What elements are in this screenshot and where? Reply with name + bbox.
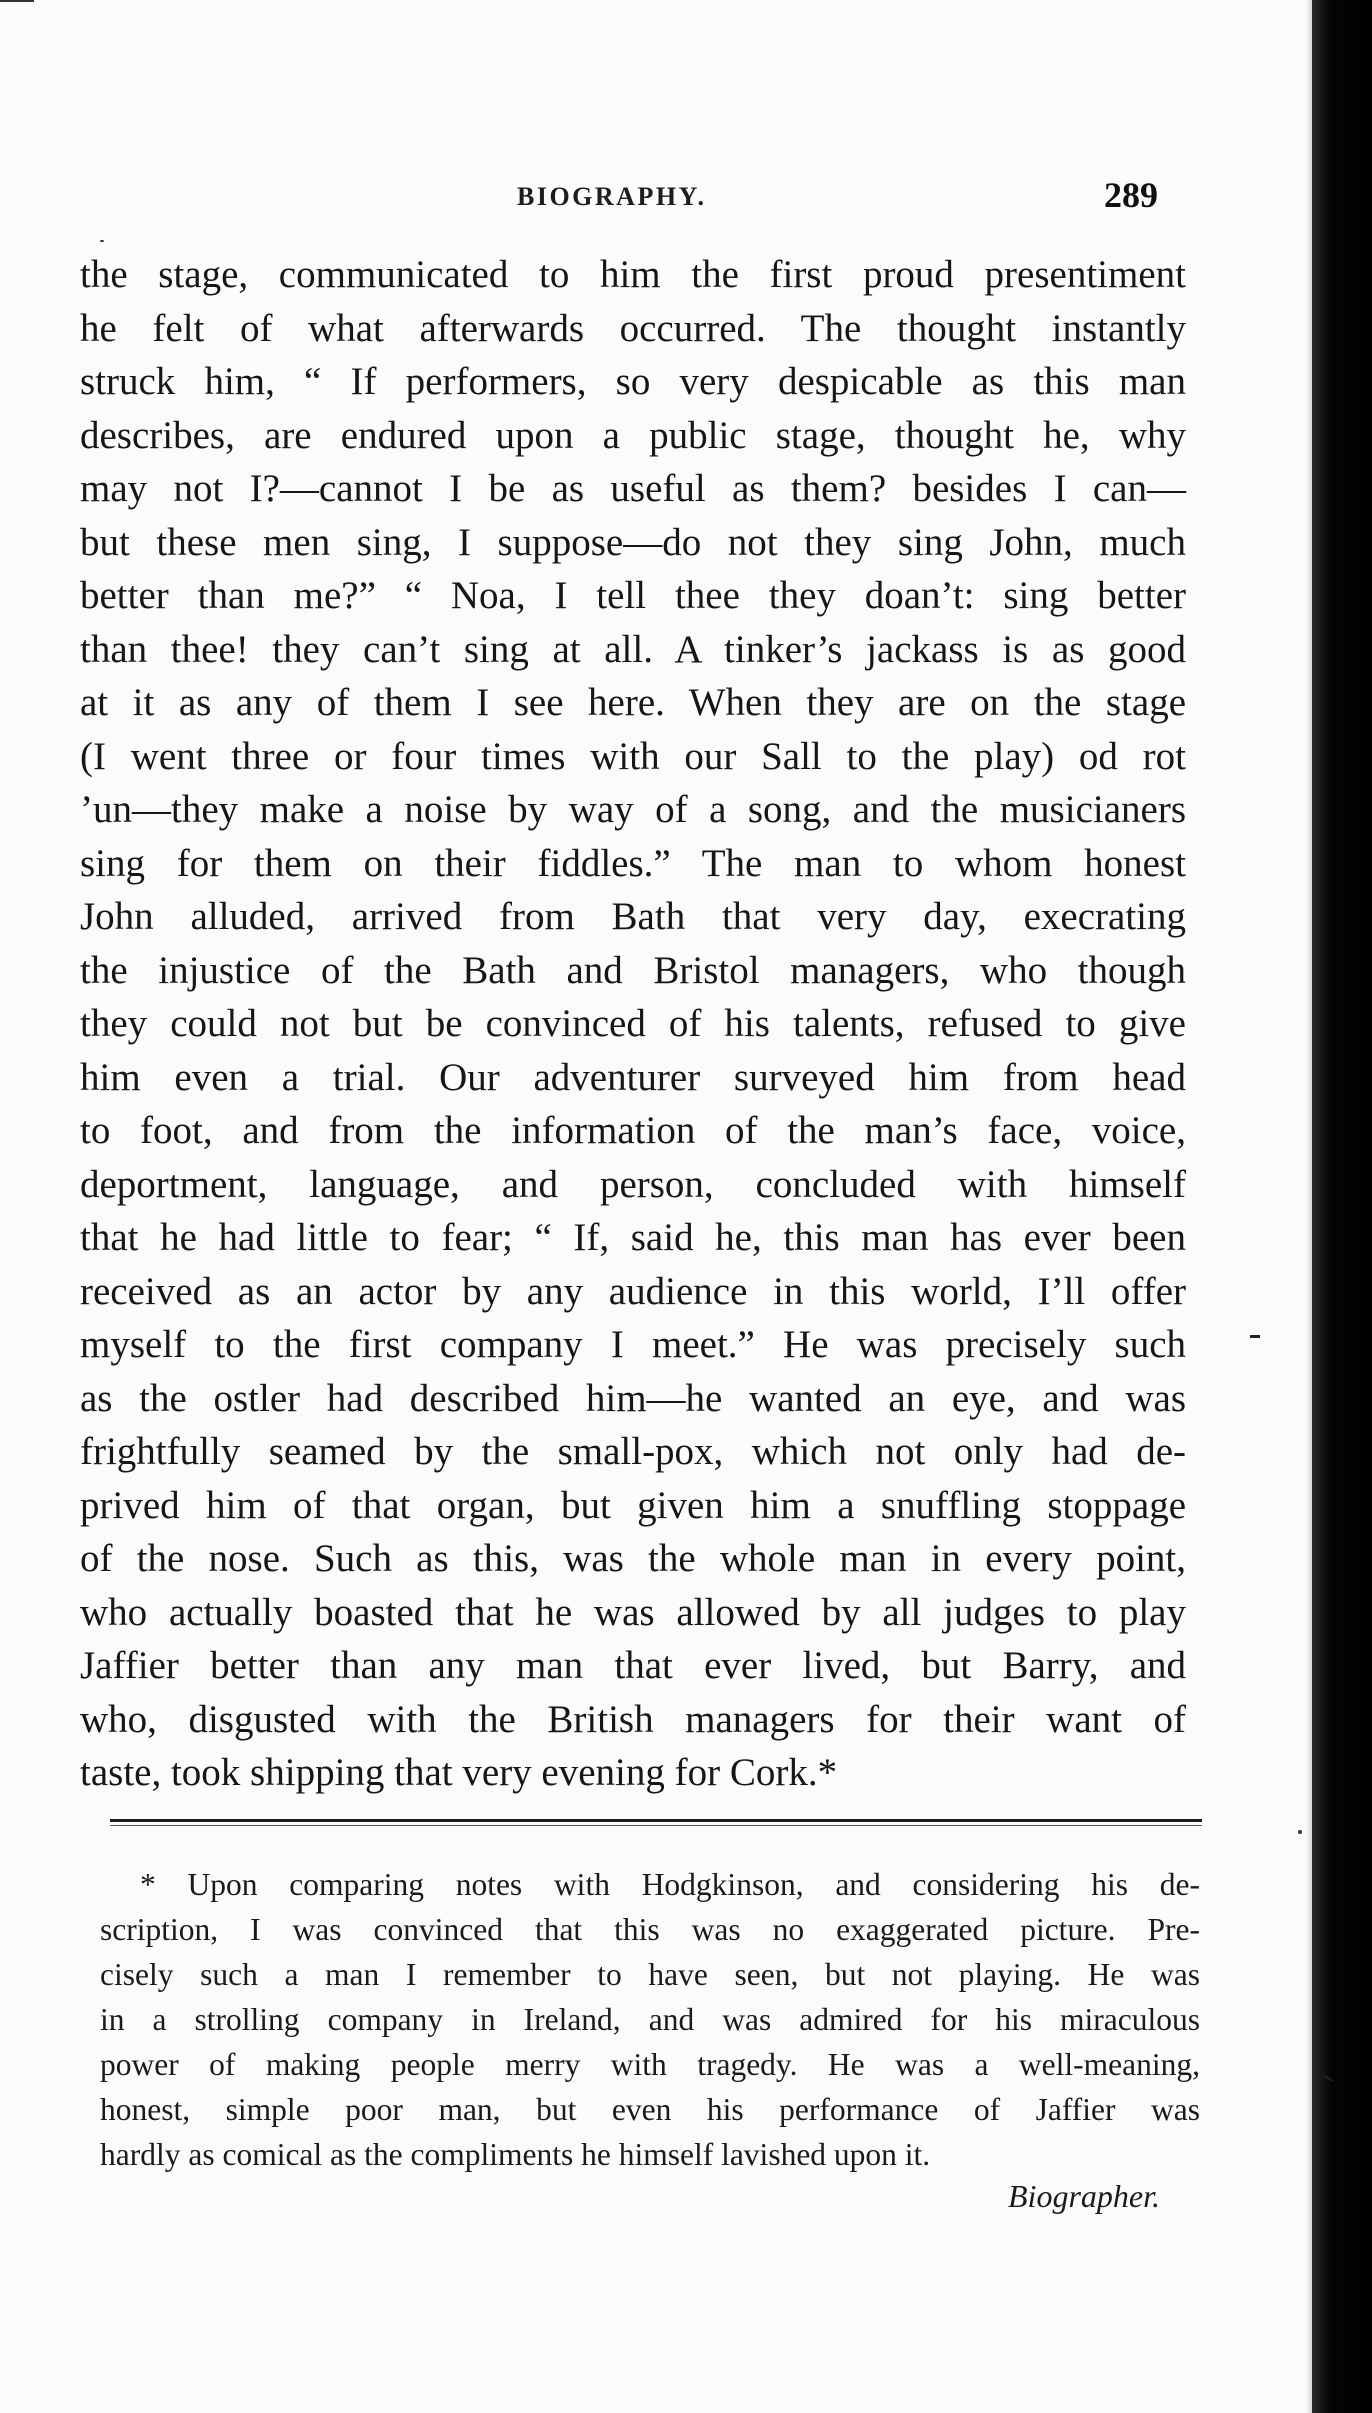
body-line: John alluded, arrived from Bath that very day, execrating — [80, 895, 1186, 938]
footnote-line: in a strolling company in Ireland, and was admired for his miraculous — [100, 2002, 1200, 2037]
body-line: Jaffier better than any man that ever lived, but Barry, and — [80, 1644, 1186, 1687]
body-line: him even a trial. Our adventurer surveyed him from head — [80, 1055, 1186, 1099]
body-line: (I went three or four times with our Sall to the play) od rot — [80, 734, 1186, 778]
footnote — [100, 1862, 1200, 2177]
body-line: struck him, “ If performers, so very despicable as this man — [80, 360, 1186, 403]
body-text — [80, 248, 1186, 1800]
body-line: the injustice of the Bath and Bristol managers, who though — [80, 948, 1186, 992]
body-line: to foot, and from the information of the man’s face, voice, — [80, 1109, 1186, 1152]
body-line: at it as any of them I see here. When they are on the stage — [80, 681, 1186, 724]
margin-mark — [1250, 1335, 1260, 1338]
footnote-attribution: Biographer. — [1008, 2178, 1160, 2214]
body-line: prived him of that organ, but given him a snuffling stoppage — [80, 1483, 1186, 1527]
running-head — [80, 175, 1200, 228]
book-spine-edge — [1312, 0, 1372, 2413]
ink-speck — [1298, 1830, 1302, 1834]
body-line: than thee! they can’t sing at all. A tinker’s jackass is as good — [80, 627, 1186, 671]
body-line: the stage, communicated to him the first proud presentiment — [80, 253, 1186, 296]
body-line: as the ostler had described him—he wanted an eye, and was — [80, 1376, 1186, 1420]
body-line: may not I?—cannot I be as useful as them? besides I can— — [80, 467, 1186, 510]
body-line: of the nose. Such as this, was the whole man in every point, — [80, 1537, 1186, 1580]
footnote-line: power of making people merry with tragedy. He was a well-meaning, — [100, 2047, 1200, 2082]
body-line: received as an actor by any audience in this world, I’ll offer — [80, 1269, 1186, 1313]
body-line: ’un—they make a noise by way of a song, and the musicianers — [80, 788, 1186, 831]
ink-speck — [100, 240, 104, 242]
footnote-line: hardly as comical as the compliments he himself lavished upon it. — [100, 2137, 931, 2172]
body-line: sing for them on their fiddles.” The man to whom honest — [80, 841, 1186, 885]
page-number: 289 — [1104, 175, 1158, 215]
footnote-rule-thin — [110, 1825, 1202, 1826]
footnote-line: cisely such a man I remember to have seen, but not playing. He was — [100, 1957, 1200, 1992]
body-line: describes, are endured upon a public stage, thought he, why — [80, 413, 1186, 457]
body-line: deportment, language, and person, concluded with himself — [80, 1162, 1186, 1206]
body-line: that he had little to fear; “ If, said he, this man has ever been — [80, 1216, 1186, 1259]
footnote-line: honest, simple poor man, but even his performance of Jaffier was — [100, 2092, 1200, 2127]
body-line: they could not but be convinced of his talents, refused to give — [80, 1002, 1186, 1045]
body-line: better than me?” “ Noa, I tell thee they doan’t: sing better — [80, 574, 1186, 617]
body-line: myself to the first company I meet.” He was precisely such — [80, 1323, 1186, 1366]
body-line: he felt of what afterwards occurred. The thought instantly — [80, 306, 1186, 350]
body-line: who actually boasted that he was allowed by all judges to play — [80, 1590, 1186, 1634]
running-head-title: BIOGRAPHY. — [517, 182, 707, 211]
footnote-line: * Upon comparing notes with Hodgkinson, and considering his de- — [140, 1867, 1200, 1902]
top-corner-mark — [0, 0, 34, 2]
body-line: taste, took shipping that very evening for Cork.* — [80, 1751, 838, 1794]
footnote-line: scription, I was convinced that this was no exaggerated picture. Pre- — [100, 1912, 1200, 1947]
footnote-rule — [110, 1819, 1202, 1822]
body-line: who, disgusted with the British managers for their want of — [80, 1697, 1186, 1741]
body-line: frightfully seamed by the small-pox, which not only had de- — [80, 1430, 1186, 1473]
body-line: but these men sing, I suppose—do not they sing John, much — [80, 520, 1186, 564]
